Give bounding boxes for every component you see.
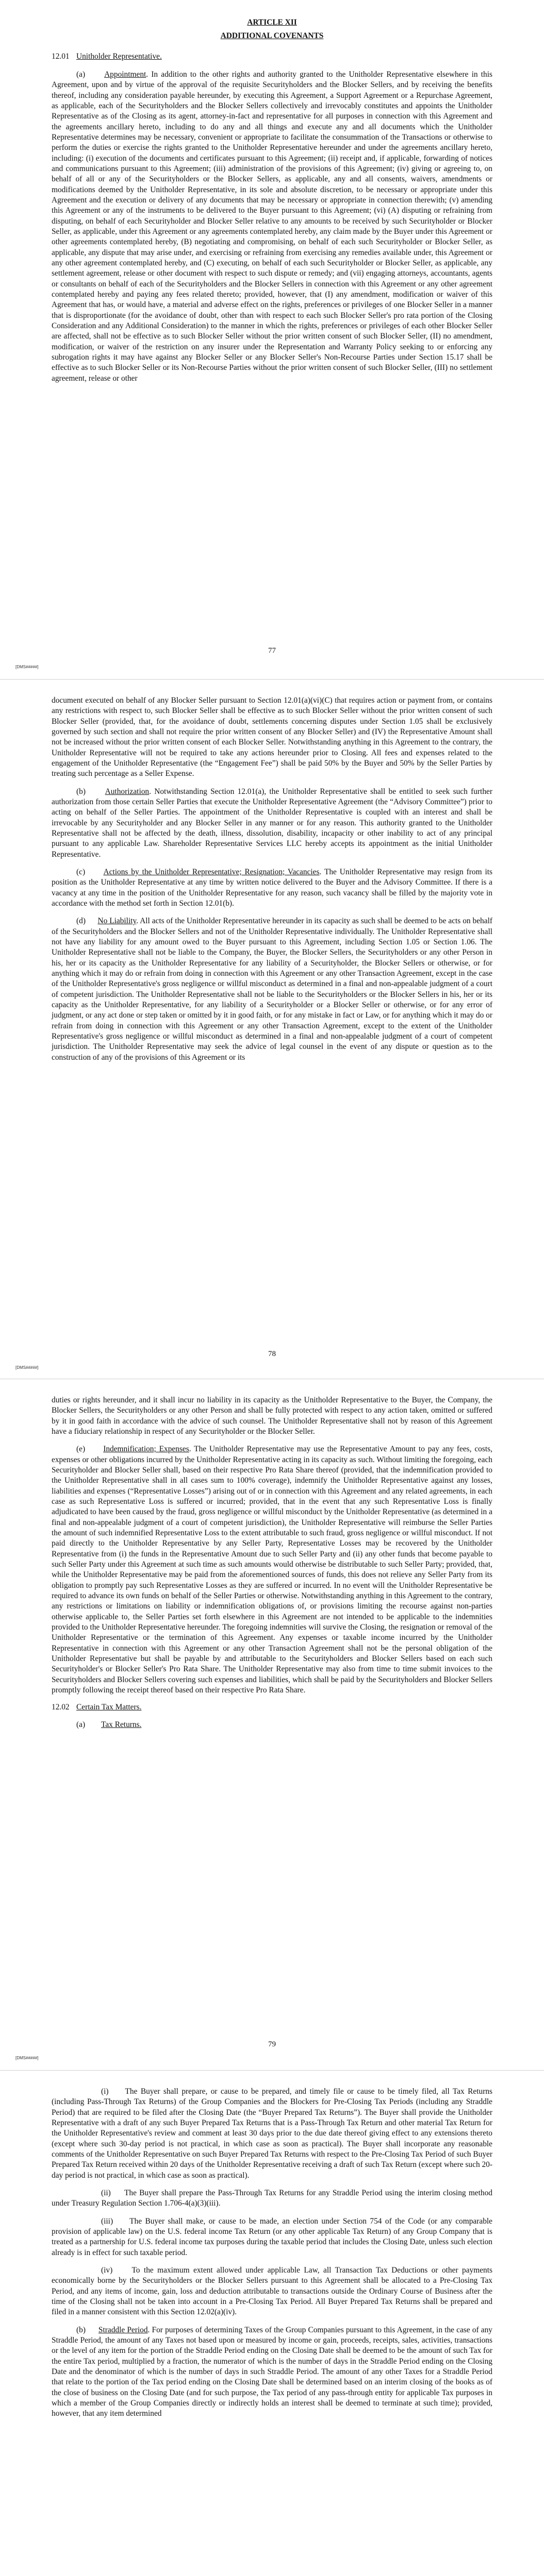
para-text: The Buyer shall prepare the Pass-Through Tax Returns for any Straddle Period using the interim closing method under Treasury Regulation Section 1.706-4(a)(3)(iii). [52, 2188, 492, 2208]
section-12-01-heading [52, 52, 492, 61]
doc-stamp: [DMS#####] [15, 1365, 39, 1370]
para-label: (b) [76, 787, 86, 796]
para-text: . Notwithstanding Section 12.01(a), the Unitholder Representative shall be entitled to seek such further authorization from those certain Seller Parties that execute the Unitholder Representative Agreement (the “Advisory Committee”) prior to acting on behalf of the Seller Parties. The appointment of the Unitholder Representative is coupled with an interest and shall be irrevocable by any Securityholder and any Blocker Seller in any manner or for any reason. This authority granted to the Unitholder Representative shall not be affected by the death, illness, dissolution, disability, incapacity or other inability to act of any principal pursuant to any applicable Law. Shareholder Representative Services LLC hereby accepts its appointment as the initial Unitholder Representative. [52, 787, 492, 859]
para-text: . The Unitholder Representative may use the Representative Amount to pay any fees, costs, expenses or other obligations incurred by the Unitholder Representative acting in its capacity as such. Without limiting the foregoing, each Securityholder and Blocker Seller shall, based on their respective Pro Rata Share thereof (provided, that the indemnification provided to the Unitholder Representative shall in all cases sum to 100% coverage), indemnify the Unitholder Representative against any losses, liabilities and expenses (“Representative Losses”) arising out of or in connection with this Agreement and any related agreements, in each case as such Representative Loss is suffered or incurred; provided, that in the event that any such Representative Loss is finally adjudicated to have been caused by the fraud, gross negligence or willful misconduct by the Unitholder Representative (as determined in a final and non-appealable judgment of a court of competent jurisdiction), the Unitholder Representative will reimburse the Seller Parties the amount of such indemnified Representative Loss to the extent attributable to such fraud, gross negligence or willful misconduct. If not paid directly to the Unitholder Representative by any Seller Party, Representative Losses may be recovered by the Unitholder Representative from (i) the funds in the Representative Amount due to such Seller Party and (ii) any other funds that become payable to such Seller Party under this Agreement at such time as such amounts would otherwise be distributable to such Seller Party; provided, that, while the Unitholder Representative may be paid from the aforementioned sources of funds, this does not relieve any Seller Party from its obligation to promptly pay such Representative Losses as they are suffered or incurred. In no event will the Unitholder Representative be required to advance its own funds on behalf of the Seller Parties or otherwise. Notwithstanding anything in this Agreement to the contrary, any restrictions or limitations on liability or indemnification obligations of, or provisions limiting the recourse against non-parties otherwise applicable to, the Seller Parties set forth elsewhere in this Agreement are not intended to be applicable to the indemnities provided to the Unitholder Representative hereunder. The foregoing indemnities will survive the Closing, the resignation or removal of the Unitholder Representative or the termination of this Agreement. Any expenses or taxable income incurred by the Unitholder Representative in connection with this Agreement or any other Transaction Agreement shall not be the personal obligation of the Unitholder Representative but shall be payable by and attributable to the Securityholders and Blocker Sellers based on each such Securityholder's or Blocker Seller's Pro Rata Share. The Unitholder Representative may also from time to time submit invoices to the Securityholders and Blocker Sellers covering such expenses and liabilities, which shall be paid by the Securityholders and Blocker Sellers promptly following the receipt thereof based on their respective Pro Rata Share. [52, 1445, 492, 1694]
para-title: Actions by the Unitholder Representative; Resignation; Vacancies [103, 867, 320, 876]
para-label: (i) [101, 2087, 109, 2096]
para-title: Appointment [104, 70, 146, 79]
page-79 [0, 1395, 544, 1738]
para-text: The Buyer shall make, or cause to be made, an election under Section 754 of the Code (or any comparable provision of applicable law) on the U.S. federal income Tax Return (or any other applicable Tax Return) of any Group Company that is treated as a partnership for U.S. federal income tax purposes during the taxable period that includes the Closing Date, unless such election already is in effect for such taxable period. [52, 2216, 492, 2257]
para-label: (a) [76, 1720, 86, 1730]
para-label: (c) [76, 867, 86, 876]
page-separator [0, 679, 544, 680]
doc-stamp: [DMS#####] [15, 2056, 39, 2060]
subsection-tax-returns-heading [76, 1720, 492, 1730]
page-number-77: 77 [268, 647, 276, 655]
para-label: (iv) [101, 2265, 113, 2275]
doc-stamp: [DMS#####] [15, 665, 39, 669]
para-label: (iii) [101, 2216, 113, 2226]
section-number: 12.01 [52, 52, 70, 61]
para-label: (b) [76, 2325, 86, 2334]
para-label: (e) [76, 1445, 86, 1454]
paragraph-section-754 [52, 2216, 492, 2258]
para-title: Straddle Period [98, 2325, 148, 2334]
para-title: Tax Returns. [101, 1720, 142, 1730]
para-text: . The Unitholder Representative may resign from its position as the Unitholder Representative at any time by written notice delivered to the Buyer and the Advisory Committee. If there is a vacancy at any time in the position of the Unitholder Representative for any reason, such vacancy shall be filled by the majority vote in accordance with the method set forth in Section 12.01(b). [52, 867, 492, 908]
paragraph-authorization [52, 787, 492, 860]
para-title: Authorization [105, 787, 150, 796]
page-80 [0, 2087, 544, 2427]
paragraph-buyer-prepared-returns [52, 2087, 492, 2181]
article-number: ARTICLE XII [247, 18, 297, 27]
paragraph-indemnification [52, 1444, 492, 1696]
section-title: Certain Tax Matters. [76, 1703, 142, 1712]
page-separator [0, 2070, 544, 2071]
paragraph-appointment-cont: document executed on behalf of any Blocker Seller pursuant to Section 12.01(a)(vi)(C) that requires action or payment from, or contains any restrictions with respect to, such Blocker Seller shall be effective as to such Blocker Seller without the prior written consent of such Blocker Seller (provided, that, for the avoidance of doubt, settlements concerning disputes under Section 1.05 shall be exclusively governed by such section and shall not require the prior written consent of any Blocker Seller) and (IV) the Representative Amount shall not be increased without the prior written consent of each Blocker Seller. Notwithstanding anything in this Agreement to the contrary, the Unitholder Representative will not be required to take any actions hereunder prior to Closing. All fees and expenses related to the engagement of the Unitholder Representative (the “Engagement Fee”) shall be paid 50% by the Buyer and 50% by the Seller Parties by treating such percentage as a Seller Expense. [52, 696, 492, 778]
para-title: Indemnification; Expenses [103, 1445, 189, 1454]
section-number: 12.02 [52, 1703, 70, 1712]
paragraph-actions-resignation [52, 867, 492, 909]
para-text: . In addition to the other rights and authority granted to the Unitholder Representative elsewhere in this Agreement, upon and by virtue of the approval of the requisite Securityholders and the Blocker Sellers, and by receiving the benefits thereof, including any consideration payable hereunder, by executing this Agreement, a Support Agreement or a Repurchase Agreement, as applicable, each of the Securityholders and the Blocker Sellers collectively and irrevocably constitutes and appoints the Unitholder Representative as of the Closing as its agent, attorney-in-fact and representative for all purposes in connection with this Agreement and the agreements ancillary hereto, including to do any and all things and execute any and all documents which the Unitholder Representative determines may be necessary, convenient or appropriate to facilitate the consummation of the Transactions or otherwise to perform the duties or exercise the rights granted to the Unitholder Representative hereunder and under the agreements ancillary hereto, including: (i) execution of the documents and certificates pursuant to this Agreement; (ii) receipt and, if applicable, forwarding of notices and communications pursuant to this Agreement; (iii) administration of the provisions of this Agreement; (iv) giving or agreeing to, on behalf of all or any of the Securityholders or the Blocker Sellers, as applicable, any and all consents, waivers, amendments or modifications deemed by the Unitholder Representative, in its sole and absolute discretion, to be necessary or appropriate under this Agreement and the execution or delivery of any documents that may be necessary or appropriate in connection therewith; (v) amending this Agreement or any of the instruments to be delivered to the Buyer pursuant to this Agreement; (vi) (A) disputing or refraining from disputing, on behalf of each Securityholder and Blocker Seller relative to any amounts to be received by such Securityholder or Blocker Seller, as applicable, under this Agreement or any agreements contemplated hereby, any claim made by the Buyer under this Agreement or other agreements contemplated hereby, (B) negotiating and compromising, on behalf of each such Securityholder or Blocker Seller, as applicable, any dispute that may arise under, and exercising or refraining from exercising any remedies available under, this Agreement or any other agreement contemplated hereby, and (C) executing, on behalf of each such Securityholder or Blocker Seller, as applicable, any settlement agreement, release or other document with respect to such dispute or remedy; and (vii) engaging attorneys, accountants, agents or consultants on behalf of each of the Securityholders and the Blocker Sellers in connection with this Agreement or any other agreement contemplated hereby and paying any fees related thereto; provided, however, that (I) any amendment, modification or waiver of this Agreement that has, or would have, a material and adverse effect on the rights, preferences or privileges of one Blocker Seller in a manner that is disproportionate (for the avoidance of doubt, other than with respect to each such Blocker Seller's pro rata portion of the Closing Consideration and any Additional Consideration) to the manner in which the rights, preferences or privileges of each other Blocker Seller are affected, shall not be effective as to such Blocker Seller without the prior written consent of such Blocker Seller, (II) no amendment, modification, or waiver of the restriction on any insurer under the Representation and Warranty Policy seeking to or enforcing any subrogation rights it may have against any Blocker Seller or any Blocker Seller's Non-Recourse Parties under Section 15.17 shall be effective as to such Blocker Seller or its Non-Recourse Parties without the prior written consent of such Blocker Seller, (III) no settlement agreement, release or other [52, 70, 492, 383]
article-title: ADDITIONAL COVENANTS [220, 31, 324, 40]
paragraph-transaction-deductions [52, 2265, 492, 2318]
paragraph-appointment [52, 70, 492, 384]
paragraph-straddle-period [52, 2325, 492, 2419]
section-12-02-heading [52, 1703, 492, 1712]
para-text: . For purposes of determining Taxes of the Group Companies pursuant to this Agreement, in the case of any Straddle Period, the amount of any Taxes not based upon or measured by income or gain, proceeds, receipts, sales, activities, transactions or the level of any item for the portion of the Straddle Period ending on the Closing Date shall be deemed to be the amount of such Tax for the entire Tax period, multiplied by a fraction, the numerator of which is the number of days in the Straddle Period ending on the Closing Date and the denominator of which is the number of days in such Straddle Period. The amount of any other Taxes for a Straddle Period that relate to the portion of the Tax period ending on the Closing Date shall be determined based on an interim closing of the books as of the close of business on the Closing Date (and for such purpose, the Tax period of any pass-through entity for applicable Tax purposes in which a member of the Group Companies directly or indirectly holds an interest shall be deemed to terminate at such time); provided, however, that any item determined [52, 2325, 492, 2418]
page-number-79: 79 [268, 2040, 276, 2048]
para-text: The Buyer shall prepare, or cause to be prepared, and timely file or cause to be timely filed, all Tax Returns (including Pass-Through Tax Returns) of the Group Companies and the Blockers for Pre-Closing Tax Periods (including any Straddle Period) that are required to be filed after the Closing Date (the “Buyer Prepared Tax Returns”). The Buyer shall provide the Unitholder Representative with a draft of any such Buyer Prepared Tax Returns that is a Pass-Through Tax Return and other material Tax Return for the Unitholder Representative's review and comment at least 30 days prior to the due date thereof giving effect to any extensions thereto (except where such 30-day period is not practical, in which case as soon as practical). The Buyer shall incorporate any reasonable comments of the Unitholder Representative on such Buyer Prepared Tax Returns with respect to the Pre-Closing Tax Period of such Buyer Prepared Tax Return received within 20 days of the Unitholder Representative receiving a draft of such Tax Return (except where such 20-day period is not practical, in which case as soon as practical). [52, 2087, 493, 2180]
para-text: . All acts of the Unitholder Representative hereunder in its capacity as such shall be deemed to be acts on behalf of the Securityholders and the Blocker Sellers and not of the Unitholder Representative individually. The Unitholder Representative shall not have any liability for any amount owed to the Buyer pursuant to this Agreement, including Section 1.05 or Section 1.06. The Unitholder Representative shall not be liable to the Company, the Buyer, the Blocker Sellers, the Securityholders or any other Person in his, her or its capacity as the Unitholder Representative for any liability of a Securityholder, the Blocker Sellers or otherwise, or for anything which it may do or refrain from doing in connection with this Agreement or any other Transaction Agreement, except in the case of the Unitholder Representative's gross negligence or willful misconduct as determined in a final and non-appealable judgment of a court of competent jurisdiction. The Unitholder Representative shall not be liable to the Securityholders or the Blocker Sellers in his, her or its capacity as the Unitholder Representative, for any liability of a Securityholder or a Blocker Seller or otherwise, or for any error of judgment, or any act done or step taken or omitted by it in good faith, or for any mistake in fact or Law, or for anything which it may do or refrain from doing in connection with this Agreement or any other Transaction Agreement, except to the extent of the Unitholder Representative's gross negligence or willful misconduct as determined in a final and non-appealable judgment of a court of competent jurisdiction. The Unitholder Representative may seek the advice of legal counsel in the event of any dispute or question as to the construction of any of the provisions of this Agreement or its [52, 917, 492, 1062]
para-label: (d) [76, 917, 86, 926]
page-number-78: 78 [268, 1350, 276, 1358]
paragraph-straddle-returns [52, 2188, 492, 2209]
para-label: (a) [76, 70, 86, 79]
page-78 [0, 696, 544, 1070]
paragraph-no-liability [52, 916, 492, 1063]
para-label: (ii) [101, 2188, 111, 2197]
page-77 [0, 18, 544, 391]
paragraph-no-liability-cont: duties or rights hereunder, and it shall incur no liability in its capacity as the Unitholder Representative to the Buyer, the Company, the Blocker Sellers, the Securityholders or any other Person and shall be fully protected with respect to any action taken, omitted or suffered by it in good faith in accordance with the advice of such counsel. The Unitholder Representative shall not by reason of this Agreement have a fiduciary relationship in respect of any Securityholder or the Blocker Seller. [52, 1396, 492, 1436]
section-title: Unitholder Representative. [76, 52, 162, 61]
para-title: No Liability [97, 917, 137, 926]
para-text: To the maximum extent allowed under applicable Law, all Transaction Tax Deductions or other payments economically borne by the Securityholders or the Blocker Sellers pursuant to this Agreement shall be allocated to a Pre-Closing Tax Period, and any items of income, gain, loss and deduction attributable to transactions outside the Ordinary Course of Business after the time of the Closing shall not be taken into account in a Pre-Closing Tax Period. All Buyer Prepared Tax Returns shall be prepared and filed in a manner consistent with this Section 12.02(a)(iv). [52, 2265, 492, 2317]
